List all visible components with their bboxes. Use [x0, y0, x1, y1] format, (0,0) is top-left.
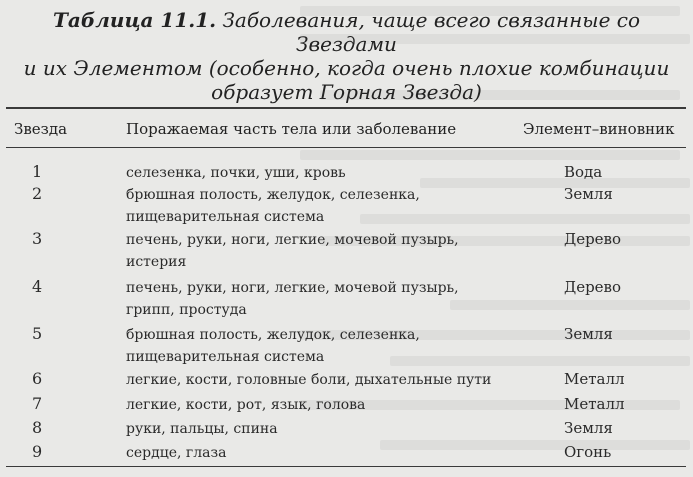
- row-body-text: руки, пальцы, спина: [126, 421, 278, 437]
- header-rule: [6, 147, 686, 148]
- row-element: Земля: [564, 325, 613, 343]
- row-element: Металл: [564, 395, 625, 413]
- row-body-text: истерия: [126, 254, 187, 270]
- bottom-rule: [6, 466, 686, 467]
- header-star: Звезда: [14, 120, 68, 138]
- row-star-number: 6: [32, 369, 43, 388]
- row-body-text: печень, руки, ноги, легкие, мочевой пузырь,: [126, 280, 459, 296]
- caption-text-1: Заболевания, чаще всего связанные со Звездами: [222, 8, 640, 56]
- header-element: Элемент–виновник: [523, 120, 675, 138]
- header-body: Поражаемая часть тела или заболевание: [126, 120, 457, 138]
- row-star-number: 5: [32, 324, 43, 343]
- row-body-text: пищеварительная система: [126, 349, 325, 365]
- row-element: Металл: [564, 370, 625, 388]
- row-star-number: 1: [32, 162, 43, 181]
- caption-number: Таблица 11.1.: [52, 8, 217, 32]
- row-element: Огонь: [564, 443, 612, 461]
- row-body-text: грипп, простуда: [126, 302, 247, 318]
- row-star-number: 3: [32, 229, 43, 248]
- row-star-number: 9: [32, 442, 43, 461]
- row-body-text: легкие, кости, головные боли, дыхательные пути: [126, 372, 492, 388]
- caption-line-3: образует Горная Звезда): [211, 80, 482, 104]
- row-body-text: брюшная полость, желудок, селезенка,: [126, 327, 420, 343]
- row-element: Земля: [564, 419, 613, 437]
- row-star-number: 8: [32, 418, 43, 437]
- row-element: Вода: [564, 163, 603, 181]
- row-star-number: 7: [32, 394, 43, 413]
- row-body-text: селезенка, почки, уши, кровь: [126, 165, 346, 181]
- row-element: Дерево: [564, 278, 622, 296]
- row-body-text: сердце, глаза: [126, 445, 227, 461]
- row-body-text: пищеварительная система: [126, 209, 325, 225]
- row-star-number: 2: [32, 184, 43, 203]
- row-element: Дерево: [564, 230, 622, 248]
- row-body-text: брюшная полость, желудок, селезенка,: [126, 187, 420, 203]
- row-body-text: легкие, кости, рот, язык, голова: [126, 397, 366, 413]
- row-element: Земля: [564, 185, 613, 203]
- row-star-number: 4: [32, 277, 43, 296]
- top-rule: [6, 107, 686, 109]
- row-body-text: печень, руки, ноги, легкие, мочевой пузырь,: [126, 232, 459, 248]
- table-caption: [0, 8, 693, 104]
- caption-line-2: и их Элементом (особенно, когда очень плохие комбинации: [23, 56, 670, 80]
- caption-line-1: [0, 8, 693, 56]
